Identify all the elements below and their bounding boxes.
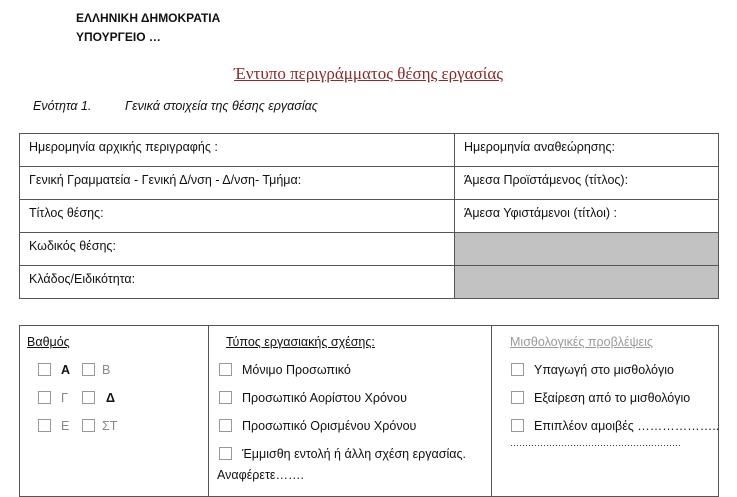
grade-d-checkbox[interactable] [82,391,95,404]
salary-inclusion-label: Υπαγωγή στο μισθολόγιο [534,363,674,377]
shaded-cell [455,266,719,299]
indefinite-term-label: Προσωπικό Αορίστου Χρόνου [242,391,407,405]
country-header: ΕΛΛΗΝΙΚΗ ΔΗΜΟΚΡΑΤΙΑ [76,11,221,25]
salary-heading: Μισθολογικές προβλέψεις [510,335,653,349]
general-info-table [19,133,719,299]
salary-exemption-label: Εξαίρεση από το μισθολόγιο [534,391,691,405]
fixed-term-label: Προσωπικό Ορισμένου Χρόνου [242,419,417,433]
paid-mandate-checkbox[interactable] [219,447,232,460]
grade-b-label: Β [102,363,111,377]
permanent-staff-label: Μόνιμο Προσωπικό [242,363,351,377]
salary-inclusion-checkbox[interactable] [511,363,524,376]
grade-st-checkbox[interactable] [82,419,95,432]
grade-cell [20,326,209,497]
shaded-cell [455,233,719,266]
grade-st-label: ΣΤ [102,419,118,433]
branch-specialty-field[interactable]: Κλάδος/Ειδικότητα: [20,266,455,299]
grade-e-label: Ε [61,419,70,433]
employment-heading: Τύπος εργασιακής σχέσης: [226,335,375,349]
grade-e-checkbox[interactable] [38,419,51,432]
fixed-term-checkbox[interactable] [219,419,232,432]
employment-type-cell [209,326,492,497]
department-field[interactable]: Γενική Γραμματεία - Γενική Δ/νση - Δ/νση- Τμήμα: [20,167,455,200]
grade-d-label: Δ [106,391,115,405]
revision-date-field[interactable]: Ημερομηνία αναθεώρησης: [455,134,719,167]
grade-c-label: Γ [61,391,68,405]
grade-heading: Βαθμός [27,335,70,349]
extra-pay-dots: ………………………………………………… [510,438,681,448]
classification-table [19,325,719,497]
specify-note: Αναφέρετε……. [217,468,304,482]
salary-exemption-checkbox[interactable] [511,391,524,404]
section-number: Ενότητα 1. [33,99,92,113]
document-title: Έντυπο περιγράμματος θέσης εργασίας [234,64,503,83]
grade-a-label: Α [61,363,71,377]
grade-a-checkbox[interactable] [38,363,51,376]
position-code-field[interactable]: Κωδικός θέσης: [20,233,455,266]
paid-mandate-label: Έμμισθη εντολή ή άλλη σχέση εργασίας. [242,447,466,461]
initial-description-date-field[interactable]: Ημερομηνία αρχικής περιγραφής : [20,134,455,167]
supervisor-field[interactable]: Άμεσα Προϊστάμενος (τίτλος): [455,167,719,200]
salary-cell [492,326,719,497]
section-name: Γενικά στοιχεία της θέσης εργασίας [125,99,318,113]
position-title-field[interactable]: Τίτλος θέσης: [20,200,455,233]
grade-c-checkbox[interactable] [38,391,51,404]
ministry-header: ΥΠΟΥΡΓΕΙΟ … [76,30,161,44]
extra-pay-label: Επιπλέον αμοιβές ……………….. [534,419,720,433]
permanent-staff-checkbox[interactable] [219,363,232,376]
grade-b-checkbox[interactable] [82,363,95,376]
extra-pay-checkbox[interactable] [511,419,524,432]
subordinates-field[interactable]: Άμεσα Υφιστάμενοι (τίτλοι) : [455,200,719,233]
indefinite-term-checkbox[interactable] [219,391,232,404]
